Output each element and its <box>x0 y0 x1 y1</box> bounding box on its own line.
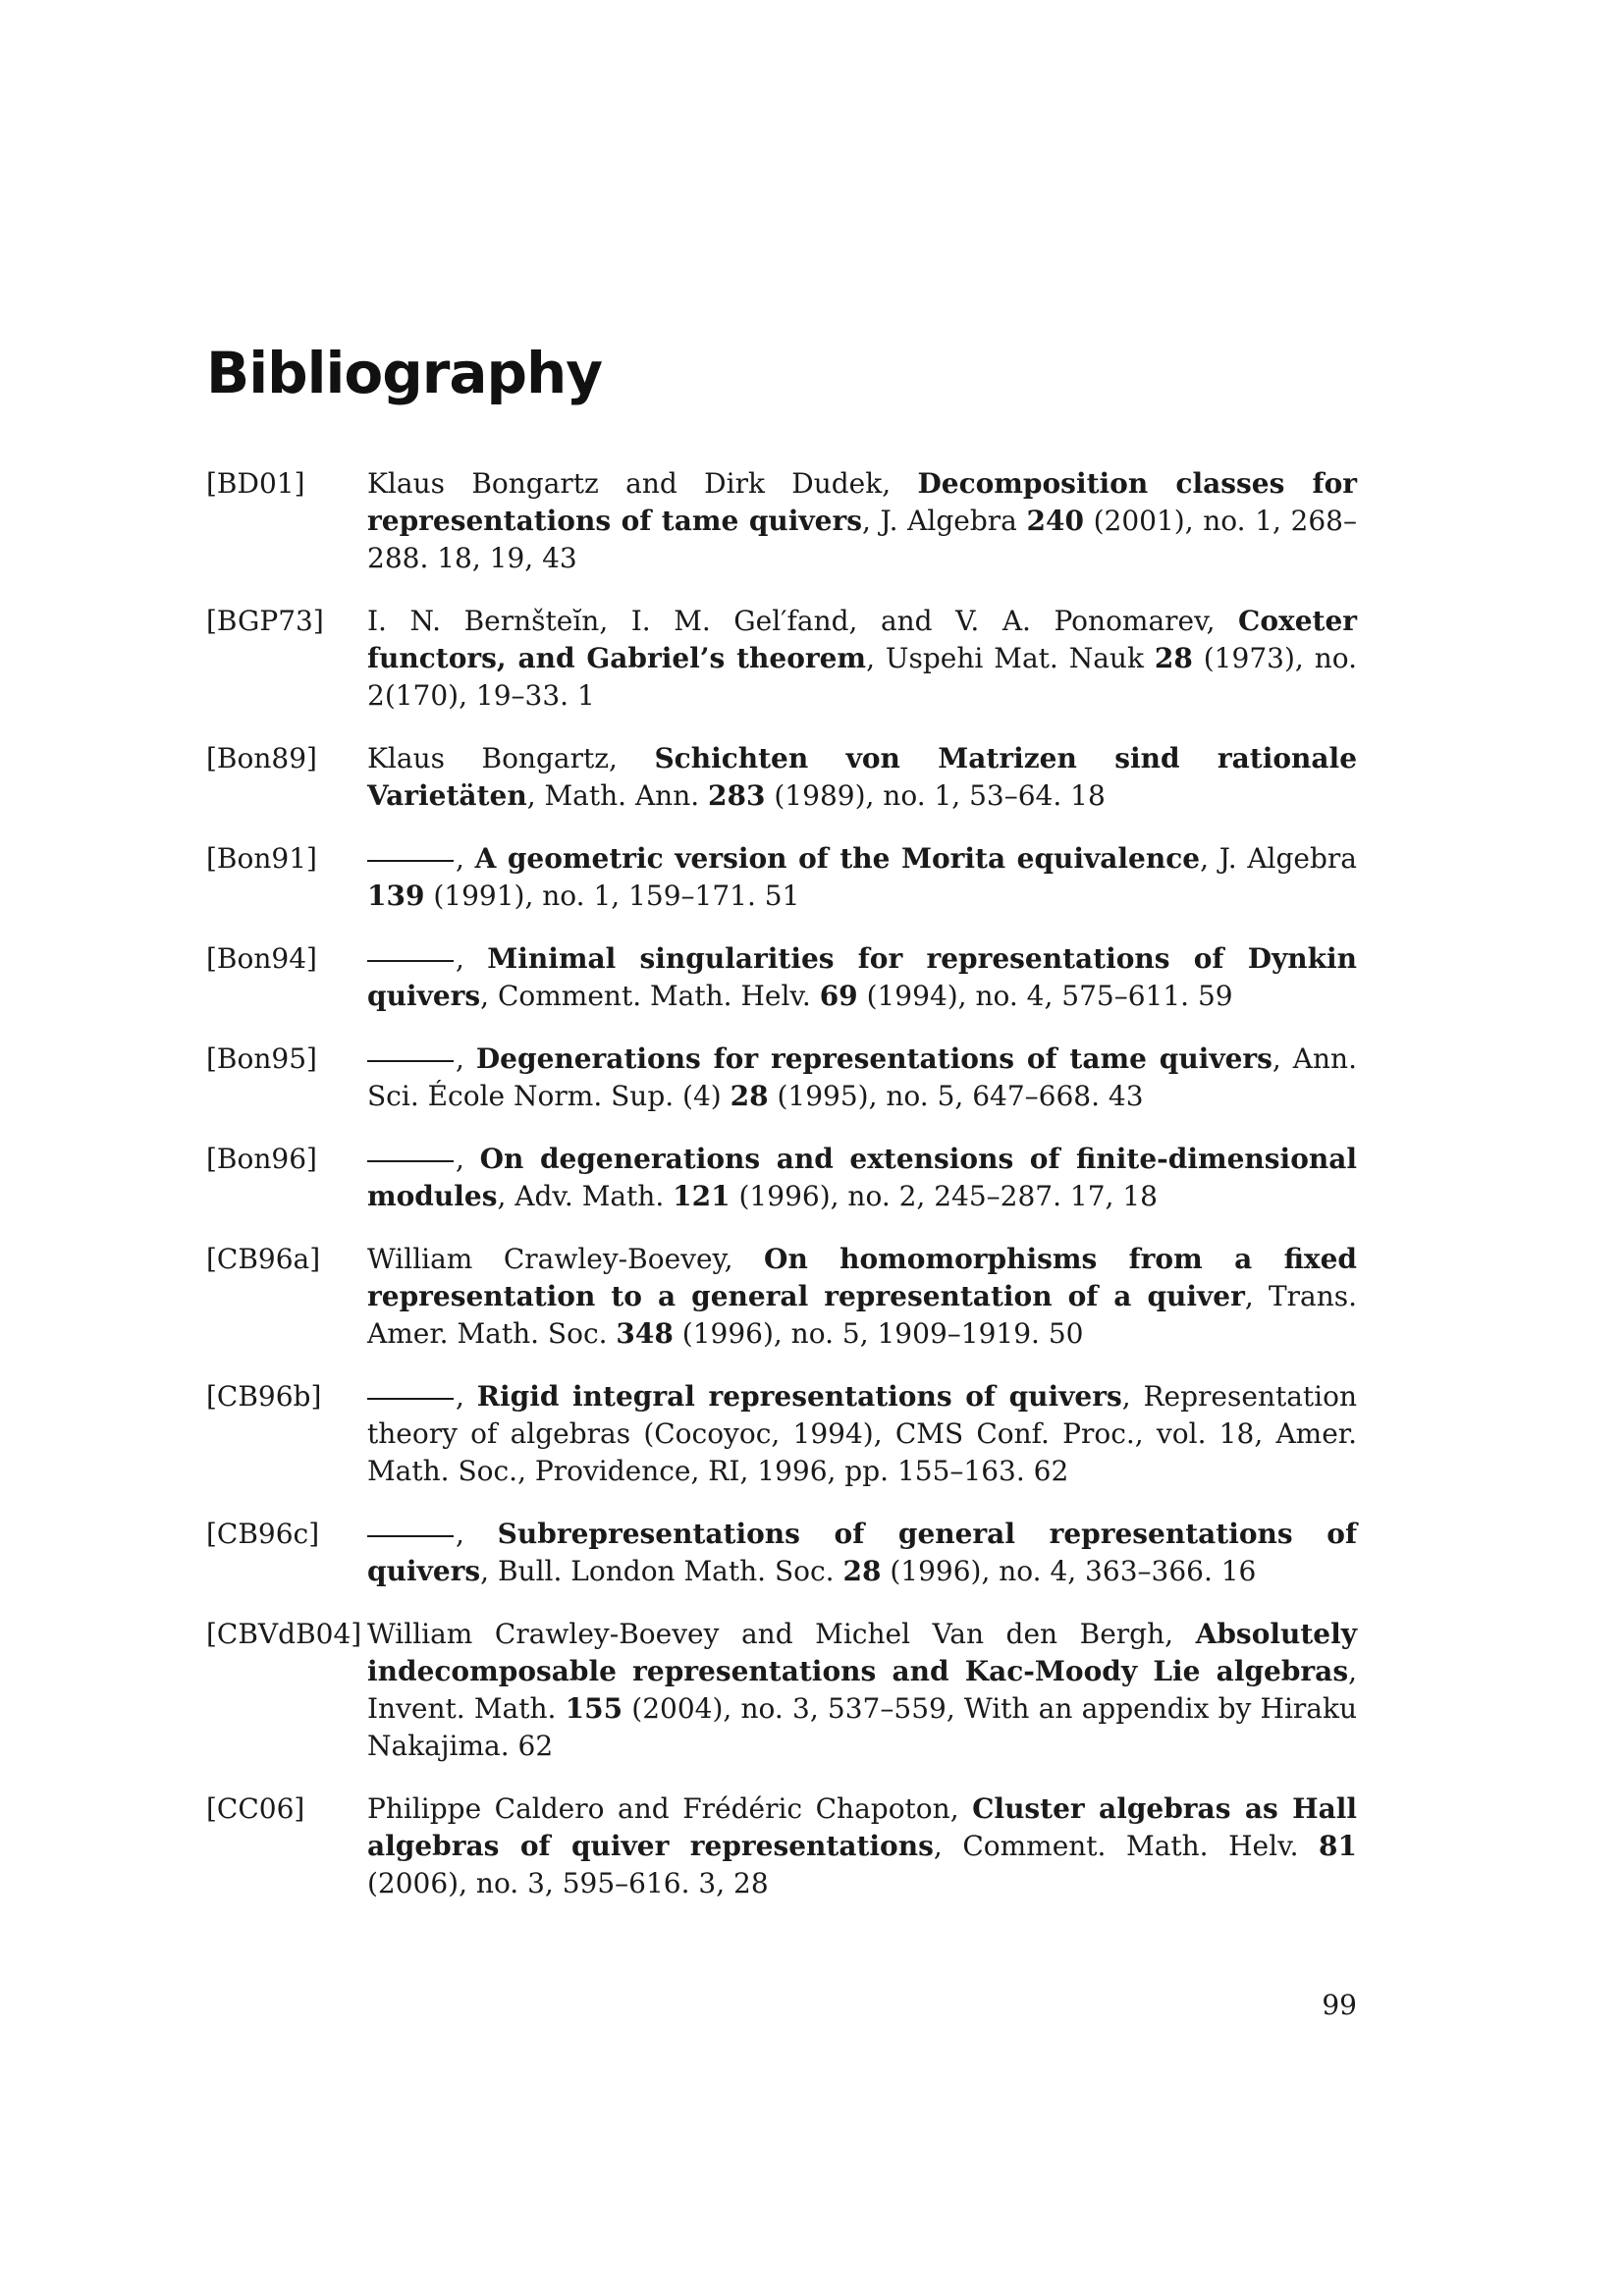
same-author-rule <box>367 1160 454 1162</box>
entry-authors: William Crawley-Boevey, <box>367 1243 733 1275</box>
entry-publication-details: (1996), no. 2, 245–287. 17, 18 <box>730 1180 1158 1212</box>
entry-publication: , Trans. Amer. Math. Soc. <box>367 1280 1357 1350</box>
bib-entry <box>206 1790 1357 1902</box>
entry-publication: , J. Algebra <box>862 505 1027 537</box>
citation-label: [CB96a] <box>206 1243 321 1275</box>
citation-label: [CC06] <box>206 1792 305 1825</box>
entry-publication-details: (1995), no. 5, 647–668. 43 <box>768 1080 1144 1112</box>
bib-entry <box>206 465 1357 577</box>
bib-entry <box>206 1041 1357 1115</box>
entry-publication-details: (1996), no. 5, 1909–1919. 50 <box>673 1317 1084 1350</box>
citation-label: [CB96c] <box>206 1518 320 1550</box>
entry-authors: I. N. Bernšteĭn, I. M. Gel′fand, and V. A. Ponomarev, <box>367 605 1216 637</box>
bib-entry <box>206 1378 1357 1490</box>
entry-volume: 283 <box>708 779 766 812</box>
same-author-rule <box>367 1398 454 1400</box>
entry-volume: 139 <box>367 880 425 912</box>
entry-publication-details: (1973), no. 2(170), 19–33. 1 <box>367 642 1357 712</box>
entry-publication-details: (1989), no. 1, 53–64. 18 <box>765 779 1106 812</box>
bibliography-list <box>206 465 1357 1928</box>
bib-entry <box>206 840 1357 915</box>
entry-publication: , Math. Ann. <box>526 779 709 812</box>
same-author-rule <box>367 1535 454 1537</box>
entry-publication: , Invent. Math. <box>367 1655 1357 1725</box>
entry-publication: , Bull. London Math. Soc. <box>480 1555 843 1587</box>
citation-label: [BGP73] <box>206 605 324 637</box>
same-author-rule <box>367 960 454 962</box>
bib-entry <box>206 1516 1357 1590</box>
entry-publication: , Comment. Math. Helv. <box>933 1830 1320 1862</box>
entry-volume: 81 <box>1319 1830 1358 1862</box>
bib-entry <box>206 603 1357 715</box>
entry-volume: 28 <box>842 1555 882 1587</box>
entry-authors: Klaus Bongartz and Dirk Dudek, <box>367 467 892 500</box>
entry-title: Subrepresentations of general representations of quivers <box>367 1518 1357 1587</box>
citation-label: [CBVdB04] <box>206 1618 362 1650</box>
entry-publication-details: (2001), no. 1, 268–288. 18, 19, 43 <box>367 505 1357 574</box>
entry-title: Rigid integral representations of quivers <box>476 1380 1122 1413</box>
entry-volume: 28 <box>730 1080 769 1112</box>
citation-label: [BD01] <box>206 467 305 500</box>
entry-publication: , Adv. Math. <box>497 1180 674 1212</box>
bib-entry <box>206 1616 1357 1765</box>
entry-volume: 348 <box>616 1317 674 1350</box>
citation-label: [Bon91] <box>206 842 317 875</box>
same-author-rule <box>367 860 454 862</box>
entry-title: Coxeter functors, and Gabriel’s theorem <box>367 605 1358 674</box>
entry-authors: , <box>456 1042 464 1075</box>
bib-entry <box>206 1141 1357 1215</box>
entry-title: On degenerations and extensions of finite-dimensional modules <box>367 1143 1358 1212</box>
entry-title: Schichten von Matrizen sind rationale Varietäten <box>367 742 1358 812</box>
entry-publication: , Representation theory of algebras (Cocoyoc, 1994), CMS Conf. Proc., vol. 18, Amer. Math. Soc., Providence, RI, 1996, pp. 155–163. 62 <box>367 1380 1357 1487</box>
entry-authors: , <box>456 1143 464 1175</box>
entry-publication-details: (1994), no. 4, 575–611. 59 <box>857 980 1233 1012</box>
entry-title: Minimal singularities for representations of Dynkin quivers <box>367 942 1357 1012</box>
entry-volume: 28 <box>1154 642 1193 674</box>
citation-label: [Bon96] <box>206 1143 317 1175</box>
entry-publication: , Ann. Sci. École Norm. Sup. (4) <box>367 1042 1357 1112</box>
same-author-rule <box>367 1060 454 1062</box>
entry-publication-details: (2004), no. 3, 537–559, With an appendix by Hiraku Nakajima. 62 <box>367 1692 1358 1762</box>
entry-publication: , Comment. Math. Helv. <box>480 980 820 1012</box>
entry-publication: , Uspehi Mat. Nauk <box>866 642 1155 674</box>
entry-title: Degenerations for representations of tame quivers <box>475 1042 1272 1075</box>
entry-authors: William Crawley-Boevey and Michel Van den Bergh, <box>367 1618 1174 1650</box>
page-title: Bibliography <box>206 340 603 406</box>
bib-entry <box>206 740 1357 815</box>
citation-label: [Bon89] <box>206 742 317 774</box>
entry-authors: , <box>456 1380 464 1413</box>
entry-volume: 69 <box>819 980 858 1012</box>
entry-title: Cluster algebras as Hall algebras of quiver representations <box>367 1792 1357 1862</box>
entry-title: Absolutely indecomposable representations and Kac-Moody Lie algebras <box>367 1618 1358 1687</box>
entry-authors: , <box>456 1518 464 1550</box>
entry-authors: , <box>456 842 464 875</box>
entry-title: On homomorphisms from a fixed representation to a general representation of a quiver <box>367 1243 1358 1312</box>
entry-title: Decomposition classes for representations of tame quivers <box>367 467 1358 537</box>
entry-authors: , <box>456 942 464 975</box>
citation-label: [Bon94] <box>206 942 317 975</box>
entry-volume: 121 <box>673 1180 731 1212</box>
bib-entry <box>206 940 1357 1015</box>
entry-authors: Philippe Caldero and Frédéric Chapoton, <box>367 1792 959 1825</box>
citation-label: [Bon95] <box>206 1042 317 1075</box>
entry-publication-details: (1996), no. 4, 363–366. 16 <box>881 1555 1257 1587</box>
entry-publication-details: (1991), no. 1, 159–171. 51 <box>424 880 800 912</box>
citation-label: [CB96b] <box>206 1380 322 1413</box>
entry-volume: 155 <box>565 1692 623 1725</box>
entry-volume: 240 <box>1026 505 1084 537</box>
entry-title: A geometric version of the Morita equivalence <box>474 842 1201 875</box>
entry-publication-details: (2006), no. 3, 595–616. 3, 28 <box>367 1867 769 1899</box>
entry-authors: Klaus Bongartz, <box>367 742 618 774</box>
bib-entry <box>206 1241 1357 1353</box>
page-number: 99 <box>1322 1989 1357 2021</box>
entry-publication: , J. Algebra <box>1200 842 1358 875</box>
